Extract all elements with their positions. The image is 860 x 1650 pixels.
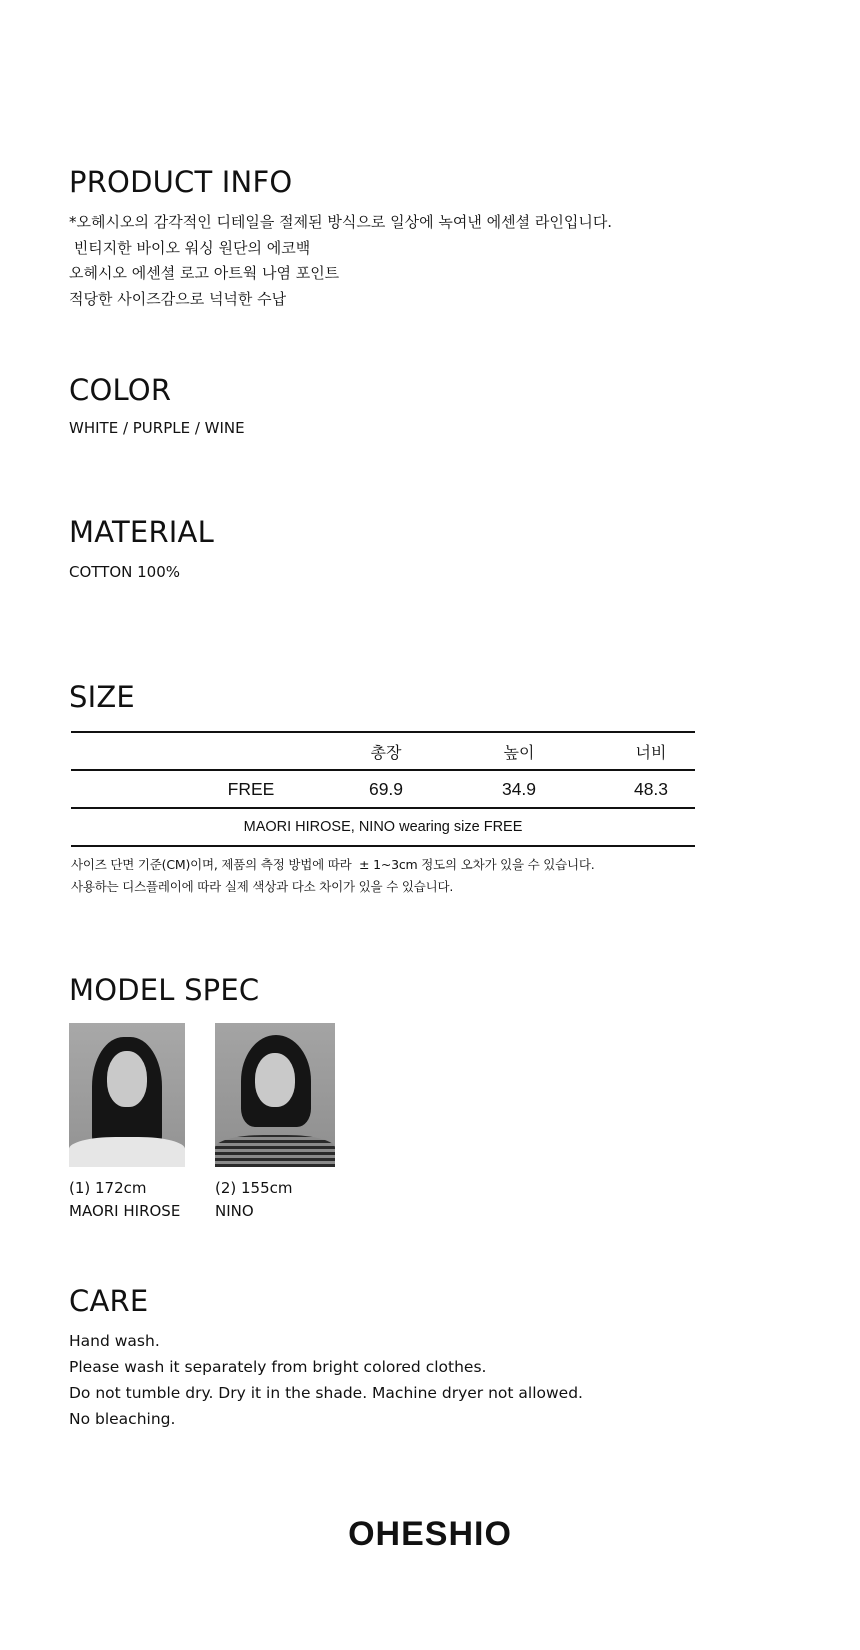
care-text [69,1328,583,1432]
model-photo [215,1023,335,1167]
model-shoulders [69,1137,185,1167]
size-disclaimer-line: 사이즈 단면 기준(CM)이며, 제품의 측정 방법에 따라 ± 1~3cm 정도의 오차가 있을 수 있습니다. [71,857,595,872]
model-name: NINO [215,1202,254,1220]
size-title: SIZE [69,680,135,714]
size-table [71,731,695,847]
product-info-line: 오헤시오 에센셜 로고 아트웍 나염 포인트 [69,264,340,282]
product-info-line: 빈티지한 바이오 워싱 원단의 에코백 [69,238,311,257]
model-face [255,1053,295,1107]
model-card [215,1023,335,1223]
model-card [69,1023,185,1223]
product-info-title: PRODUCT INFO [69,165,293,199]
size-row [71,771,695,807]
material-value: COTTON 100% [69,563,181,581]
size-disclaimers [71,854,595,898]
size-label-cell: FREE [227,778,275,799]
size-note-row [71,809,695,845]
model-face [107,1051,147,1107]
model-height: (1) 172cm [69,1179,147,1197]
size-value-cell: 48.3 [633,778,669,799]
care-line: Hand wash. [69,1332,160,1350]
size-value-cell: 34.9 [501,778,537,799]
size-disclaimer-line: 사용하는 디스플레이에 따라 실제 색상과 다소 차이가 있을 수 있습니다. [71,879,454,894]
product-info-text [69,210,612,312]
care-title: CARE [69,1284,149,1318]
color-text [69,416,245,442]
color-value: WHITE / PURPLE / WINE [69,419,245,437]
product-info-line: 적당한 사이즈감으로 넉넉한 수납 [69,289,287,308]
header-cell: 너비 [635,742,667,762]
model-caption [69,1177,185,1223]
header-cell: 총장 [370,742,402,762]
care-line: Do not tumble dry. Dry it in the shade. Machine dryer not allowed. [69,1384,583,1402]
model-caption [215,1177,335,1223]
size-value-cell: 69.9 [368,778,404,799]
product-info-line: *오헤시오의 감각적인 디테일을 절제된 방식으로 일상에 녹여낸 에센셜 라인입니다. [69,213,613,231]
header-cell: 높이 [503,742,535,762]
size-note: MAORI HIROSE, NINO wearing size FREE [243,819,523,835]
model-name: MAORI HIROSE [69,1202,181,1220]
table-rule [71,845,695,847]
size-header-row [71,733,695,769]
material-text [69,560,180,586]
model-height: (2) 155cm [215,1179,293,1197]
material-title: MATERIAL [69,515,214,549]
model-spec-title: MODEL SPEC [69,973,260,1007]
brand-logo: OHESHIO [348,1515,512,1553]
header-cell [196,733,306,769]
care-line: Please wash it separately from bright colored clothes. [69,1358,487,1376]
care-line: No bleaching. [69,1410,176,1428]
model-photo [69,1023,185,1167]
color-title: COLOR [69,373,172,407]
model-shoulders [215,1135,335,1167]
